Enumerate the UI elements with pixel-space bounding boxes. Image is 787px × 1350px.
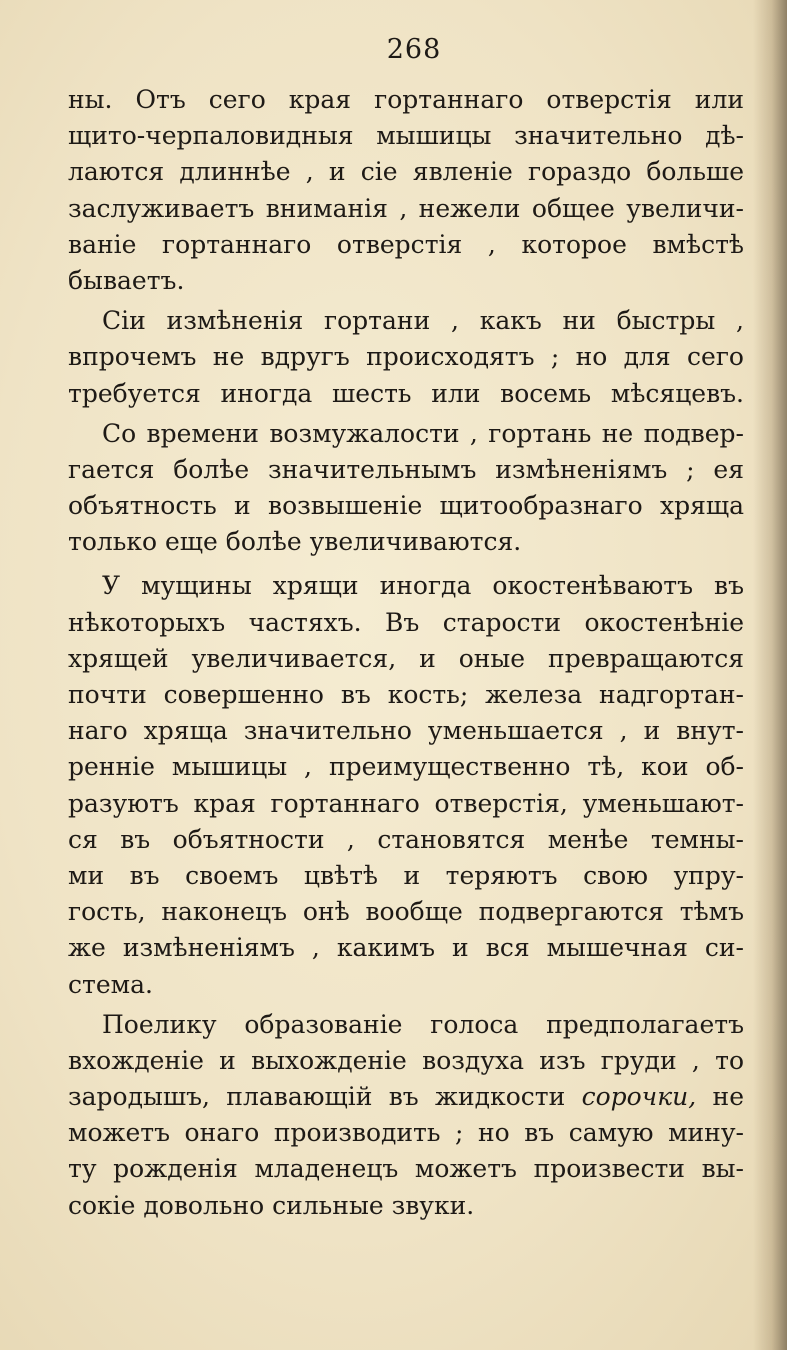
body-text <box>68 82 744 1224</box>
page-number: 268 <box>386 34 442 65</box>
text-line: вхожденіе и выхожденіе воздуха изъ груди , то <box>68 1045 744 1075</box>
text-line: щито-черпаловидныя мышицы значительно дѣ- <box>68 121 744 151</box>
text-line: Со времени возмужалости , гортань не подвер- <box>102 418 744 448</box>
text-segment: не <box>712 1082 745 1112</box>
text-line: ту рожденія младенецъ можетъ произвести вы- <box>68 1154 744 1184</box>
paragraph-1 <box>68 82 744 299</box>
text-line: заслуживаетъ вниманія , нежели общее увеличи- <box>68 193 744 223</box>
text-line: стема. <box>68 969 153 999</box>
paragraph-3 <box>68 416 744 561</box>
text-line: почти совершенно въ кость; железа надгортан- <box>68 680 744 709</box>
text-line: лаются длиннѣе , и сіе явленіе гораздо больше <box>68 157 744 187</box>
text-line: ваніе гортаннаго отверстія , которое вмѣстѣ <box>68 229 744 259</box>
text-line: ренніе мышицы , преимущественно тѣ, кои об- <box>68 752 744 782</box>
paragraph-2 <box>68 303 744 412</box>
text-line: Поелику образованіе голоса предполагаетъ <box>102 1009 744 1039</box>
text-line: ми въ своемъ цвѣтѣ и теряютъ свою упру- <box>68 860 744 890</box>
text-line: сокіе довольно сильные звуки. <box>68 1190 475 1220</box>
text-line: разуютъ края гортаннаго отверстія, уменьшают- <box>68 788 744 818</box>
text-line: можетъ онаго производить ; но въ самую мину- <box>68 1118 744 1148</box>
page-gutter-shadow <box>753 0 787 1350</box>
text-line: ся въ объятности , становятся менѣе темны- <box>68 824 744 854</box>
paragraph-5 <box>68 1007 744 1224</box>
text-line: Сіи измѣненія гортани , какъ ни быстры , <box>102 306 744 336</box>
text-line: только еще болѣе увеличиваются. <box>68 527 522 557</box>
text-line: же измѣненіямъ , какимъ и вся мышечная си- <box>68 933 744 963</box>
text-line-with-italic <box>68 1079 744 1115</box>
text-line: хрящей увеличивается, и оные превращаются <box>68 643 744 673</box>
text-line: объятность и возвышеніе щитообразнаго хряща <box>68 491 744 521</box>
text-line: гается болѣе значительнымъ измѣненіямъ ; ея <box>68 454 744 484</box>
text-line: наго хряща значительно уменьшается , и внут- <box>68 716 744 746</box>
italic-word: сорочки, <box>581 1082 697 1112</box>
text-line: нѣкоторыхъ частяхъ. Въ старости окостенѣніе <box>68 607 744 637</box>
text-line: бываетъ. <box>68 265 185 295</box>
text-line: гость, наконецъ онѣ вообще подвергаются тѣмъ <box>68 897 744 927</box>
paragraph-4 <box>68 568 744 1002</box>
text-line: У мущины хрящи иногда окостенѣваютъ въ <box>102 571 744 601</box>
text-segment: зародышъ, плавающій въ жидкости <box>68 1082 566 1112</box>
text-line: впрочемъ не вдругъ происходятъ ; но для сего <box>68 342 744 372</box>
text-line: ны. Отъ сего края гортаннаго отверстія или <box>68 85 744 114</box>
text-line: требуется иногда шесть или восемь мѣсяцевъ. <box>68 378 744 408</box>
